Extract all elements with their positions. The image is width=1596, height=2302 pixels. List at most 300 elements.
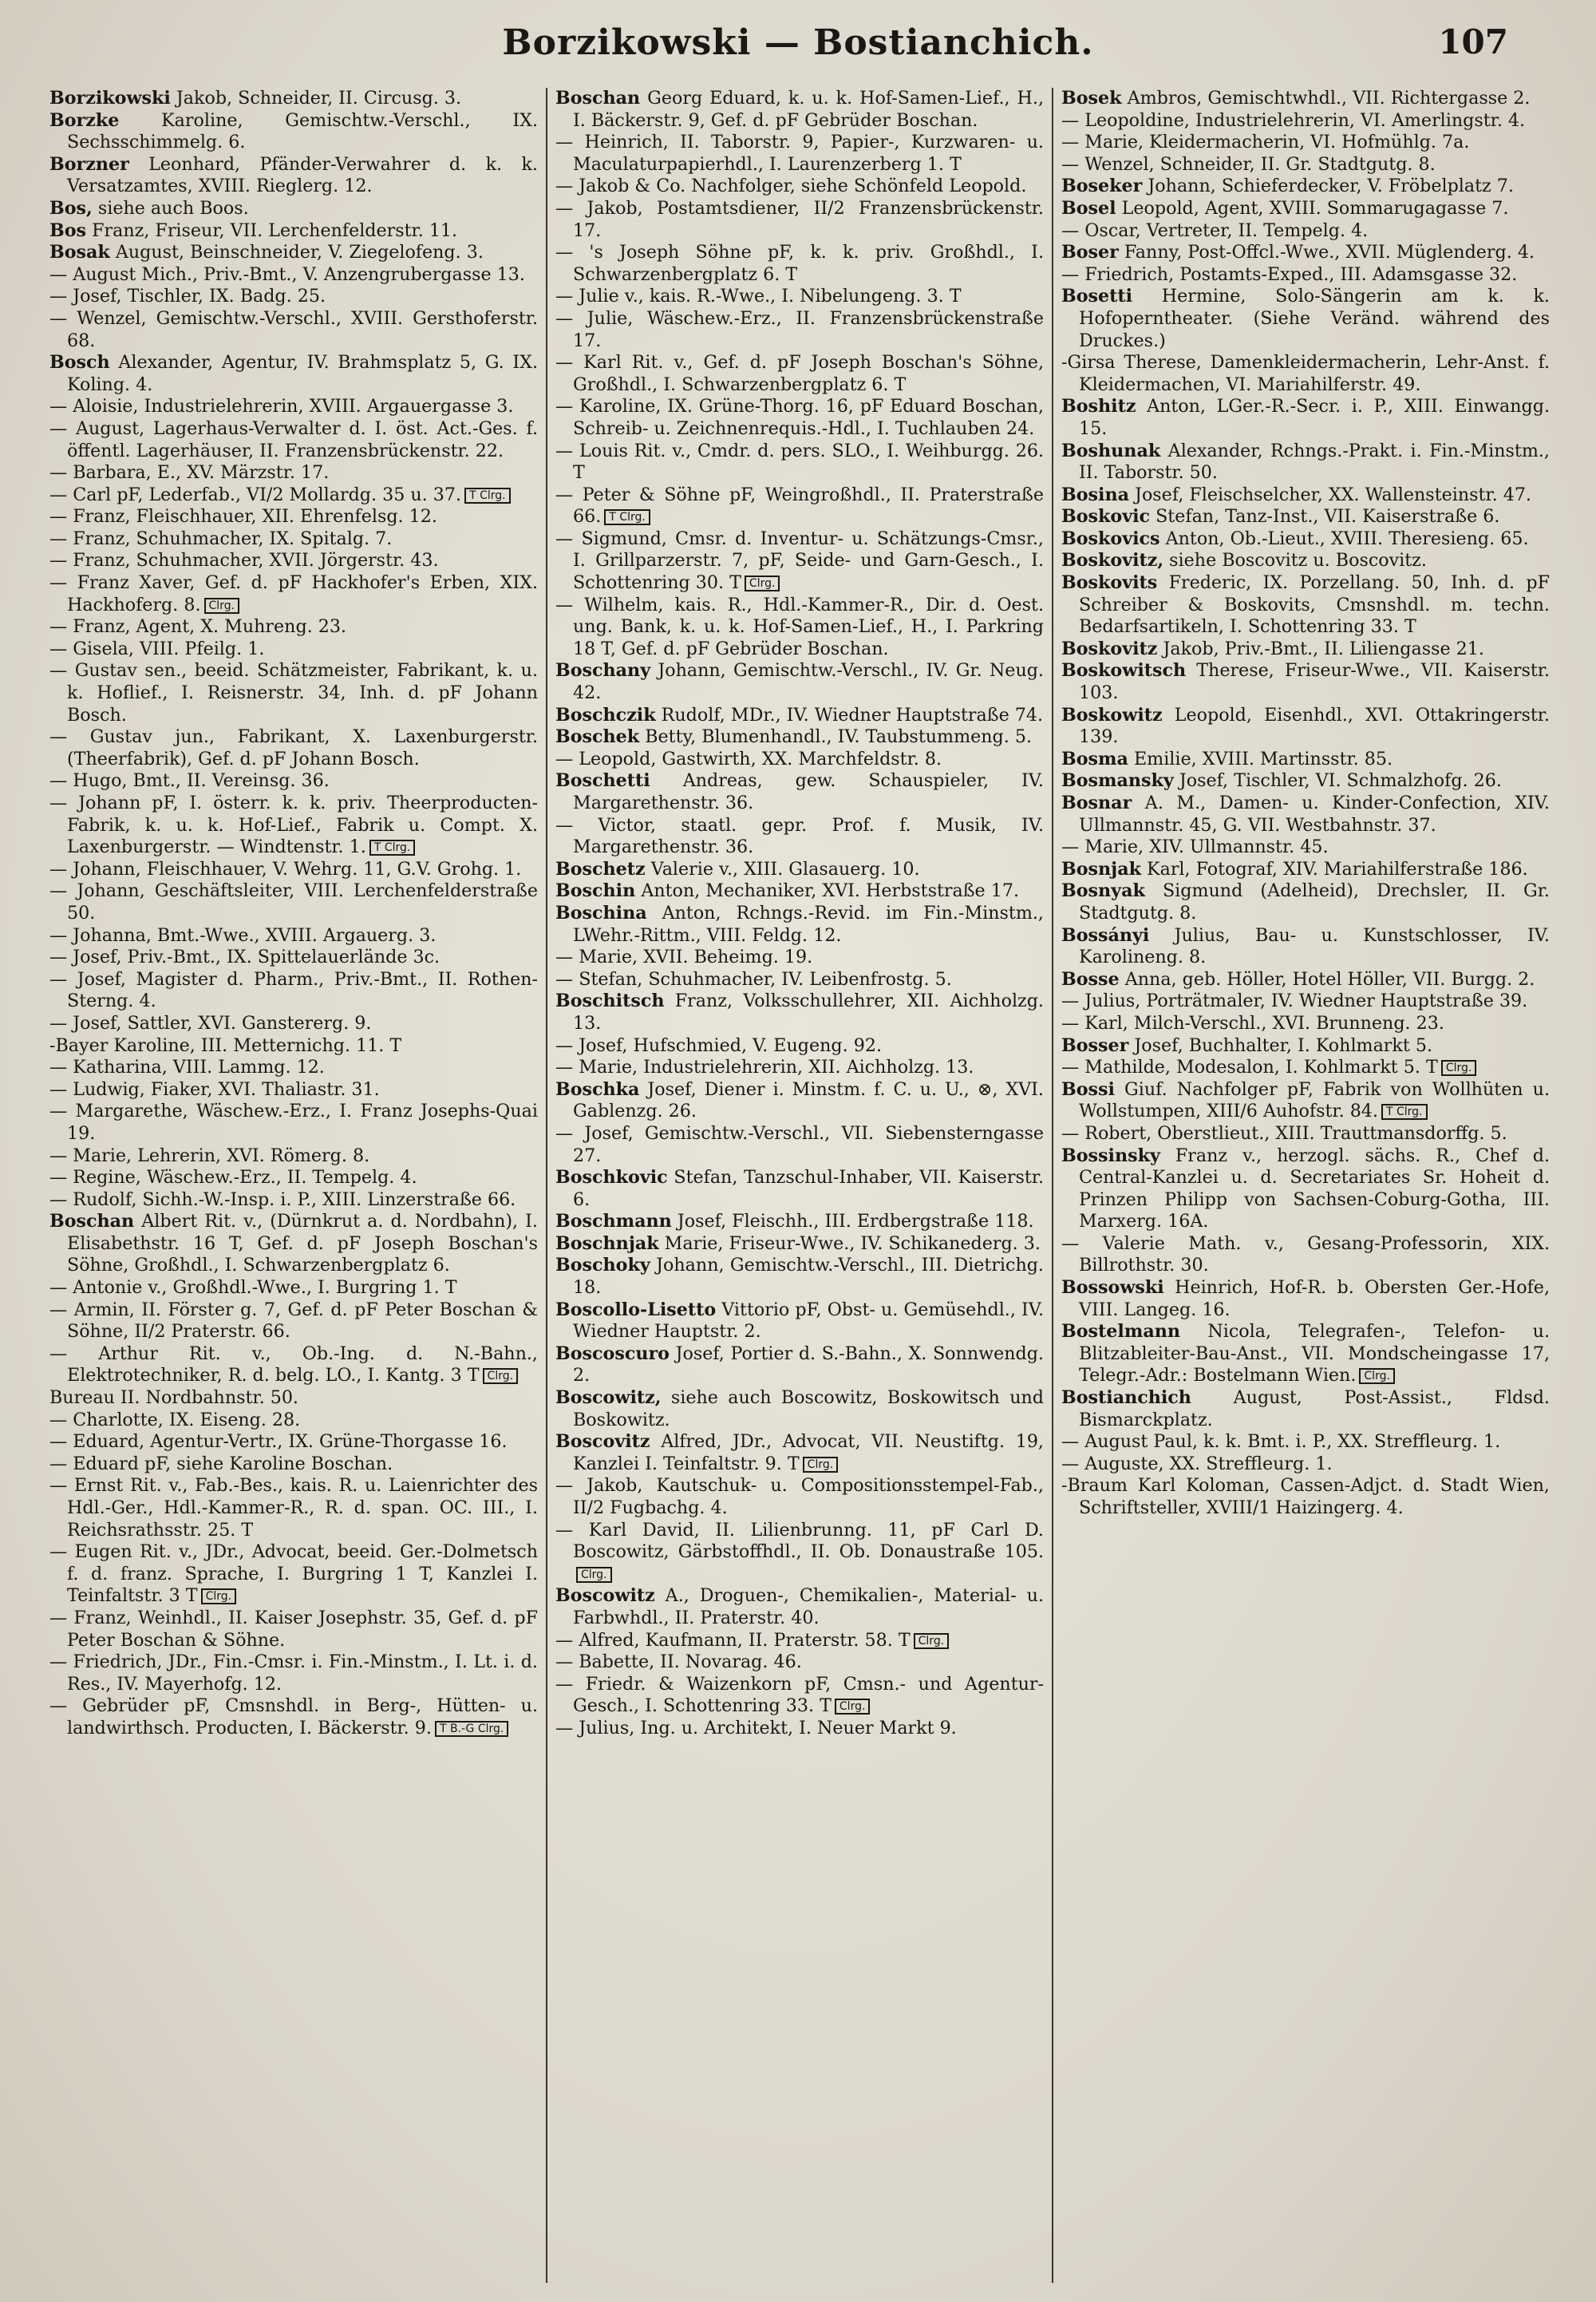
directory-entry <box>555 1475 1044 1519</box>
entry-text: Leopold, Agent, XVIII. Sommarugagasse 7. <box>1121 197 1509 219</box>
directory-entry <box>49 242 538 264</box>
entry-text: — Margarethe, Wäschew.-Erz., I. Franz Josephs-Quai 19. <box>49 1101 538 1144</box>
entry-text: — Gisela, VIII. Pfeilg. 1. <box>49 638 265 659</box>
entry-text: — Marie, Industrielehrerin, XII. Aichholzg. 13. <box>555 1057 974 1078</box>
entry-text: — Franz Xaver, Gef. d. pF Hackhofer's Erben, XIX. Hackhoferg. 8. <box>49 572 538 615</box>
directory-entry <box>49 462 538 485</box>
entry-text: — Gustav sen., beeid. Schätzmeister, Fabrikant, k. u. k. Hoflief., I. Reisnerstr. 34, Inh. d. pF Johann Bosch. <box>49 660 538 726</box>
entry-surname: Bos, <box>49 197 93 219</box>
entry-text: Johann, Gemischtw.-Verschl., IV. Gr. Neug. 42. <box>573 660 1044 704</box>
directory-entry <box>1061 176 1550 198</box>
entry-text: — Marie, XVII. Beheimg. 19. <box>555 947 813 968</box>
entry-text: — Heinrich, II. Taborstr. 9, Papier-, Kurzwaren- u. Maculaturpapierhdl., I. Laurenzerberg 1. T <box>555 132 1044 175</box>
entry-text: — Johann, Fleischhauer, V. Wehrg. 11, G.V. Grohg. 1. <box>49 858 522 880</box>
directory-entry <box>49 1410 538 1432</box>
entry-surname: Boskovic <box>1061 506 1151 528</box>
entry-text: — Armin, II. Förster g. 7, Gef. d. pF Peter Boschan & Söhne, II/2 Praterstr. 66. <box>49 1299 538 1343</box>
directory-entry <box>555 815 1044 859</box>
entry-text: Rudolf, MDr., IV. Wiedner Hauptstraße 74. <box>661 704 1044 726</box>
directory-entry <box>49 1651 538 1695</box>
directory-entry <box>49 1145 538 1168</box>
directory-entry <box>1061 1013 1550 1035</box>
entry-text: — Babette, II. Novarag. 46. <box>555 1651 802 1673</box>
directory-entry <box>555 859 1044 881</box>
directory-entry <box>555 660 1044 704</box>
directory-entry <box>1061 485 1550 507</box>
entry-surname: Boschitsch <box>555 991 665 1012</box>
entry-surname: Boser <box>1061 242 1119 263</box>
entry-text: — Julie, Wäschew.-Erz., II. Franzensbrückenstraße 17. <box>555 307 1044 351</box>
entry-text: Leonhard, Pfänder-Verwahrer d. k. k. Versatzamtes, XVIII. Rieglerg. 12. <box>67 153 538 197</box>
entry-text: — Stefan, Schuhmacher, IV. Leibenfrostg. 5. <box>555 968 952 990</box>
entry-text: — Josef, Priv.-Bmt., IX. Spittelauerlände 3c. <box>49 947 440 968</box>
entry-surname: Bosel <box>1061 197 1116 219</box>
entry-text: — Jakob, Postamtsdiener, II/2 Franzensbrückenstr. 17. <box>555 197 1044 241</box>
page-number: 107 <box>1438 22 1508 61</box>
directory-entry <box>49 639 538 661</box>
entry-surname: Boskowitsch <box>1061 660 1187 682</box>
directory-entry <box>555 1167 1044 1211</box>
entry-text: -Braum Karl Koloman, Cassen-Adjct. d. Stadt Wien, Schriftsteller, XVIII/1 Haizingerg. 4. <box>1061 1475 1550 1518</box>
entry-surname: Boschetti <box>555 770 650 792</box>
directory-entry <box>49 352 538 396</box>
directory-entry <box>49 1057 538 1079</box>
page-title: Borzikowski — Bostianchich. <box>502 22 1094 63</box>
directory-entry <box>49 880 538 924</box>
entry-surname: Bosse <box>1061 968 1120 990</box>
entry-text: Stefan, Tanzschul-Inhaber, VII. Kaiserstr. 6. <box>573 1167 1044 1210</box>
directory-entry <box>555 1123 1044 1167</box>
entry-text: Sigmund (Adelheid), Drechsler, II. Gr. Stadtgutg. 8. <box>1079 880 1550 924</box>
entry-text: Franz, Friseur, VII. Lerchenfelderstr. 11. <box>92 220 458 241</box>
column-left <box>41 88 546 2283</box>
directory-entry <box>49 506 538 528</box>
entry-text: Jakob, Priv.-Bmt., II. Liliengasse 21. <box>1163 638 1484 659</box>
entry-text: — August Mich., Priv.-Bmt., V. Anzengrubergasse 13. <box>49 263 525 285</box>
directory-entry <box>1061 793 1550 837</box>
directory-entry <box>555 947 1044 969</box>
clearing-tag: Clrg. <box>1441 1060 1477 1076</box>
entry-text: — Julius, Porträtmaler, IV. Wiedner Hauptstraße 39. <box>1061 991 1528 1012</box>
entry-text: — Ludwig, Fiaker, XVI. Thaliastr. 31. <box>49 1078 380 1100</box>
entry-text: Franz, Volksschullehrer, XII. Aichholzg. 13. <box>573 991 1044 1034</box>
directory-entry <box>555 528 1044 595</box>
entry-surname: Bossi <box>1061 1078 1115 1100</box>
entry-surname: Boschan <box>49 1211 135 1232</box>
entry-surname: Borzke <box>49 109 120 131</box>
entry-surname: Boshunak <box>1061 440 1161 461</box>
entry-text: — Franz, Weinhdl., II. Kaiser Josephstr. 35, Gef. d. pF Peter Boschan & Söhne. <box>49 1607 538 1651</box>
directory-entry <box>555 352 1044 396</box>
entry-surname: Boscollo-Lisetto <box>555 1299 717 1320</box>
entry-text: — Alfred, Kaufmann, II. Praterstr. 58. T <box>555 1629 911 1651</box>
entry-text: — Regine, Wäschew.-Erz., II. Tempelg. 4. <box>49 1167 417 1189</box>
directory-entry <box>555 1299 1044 1343</box>
entry-text: — Friedr. & Waizenkorn pF, Cmsn.- und Agentur-Gesch., I. Schottenring 33. T <box>555 1673 1044 1717</box>
clearing-tag: Clrg. <box>576 1567 612 1583</box>
directory-entry <box>555 1211 1044 1233</box>
entry-text: — Auguste, XX. Streffleurg. 1. <box>1061 1453 1333 1474</box>
entry-text: Leopold, Eisenhdl., XVI. Ottakringerstr. 139. <box>1079 704 1550 748</box>
directory-entry <box>1061 991 1550 1013</box>
entry-surname: Bostelmann <box>1061 1321 1180 1343</box>
entry-surname: Boschczik <box>555 704 656 726</box>
directory-entry <box>49 1299 538 1343</box>
directory-entry <box>49 1277 538 1299</box>
directory-entry <box>555 1630 1044 1652</box>
directory-entry <box>1061 1454 1550 1476</box>
directory-entry <box>1061 1431 1550 1454</box>
directory-entry <box>555 485 1044 528</box>
entry-text: — Wenzel, Gemischtw.-Verschl., XVIII. Gersthoferstr. 68. <box>49 307 538 351</box>
directory-entry <box>49 1211 538 1277</box>
directory-entry <box>1061 154 1550 176</box>
entry-text: Albert Rit. v., (Dürnkrut a. d. Nordbahn), I. Elisabethstr. 16 T, Gef. d. pF Joseph Boschan's Söhne, Großhdl., I. Schwarzenbergplatz 6. <box>67 1211 538 1276</box>
directory-entry <box>49 616 538 639</box>
directory-entry <box>555 991 1044 1034</box>
directory-entry <box>49 1189 538 1212</box>
entry-text: — Peter & Söhne pF, Weingroßhdl., II. Praterstraße 66. <box>555 484 1044 528</box>
entry-surname: Boschek <box>555 726 640 748</box>
entry-surname: Boschina <box>555 902 647 924</box>
entry-surname: Bosnjak <box>1061 858 1141 880</box>
entry-text: A. M., Damen- u. Kinder-Confection, XIV. Ullmannstr. 45, G. VII. Westbahnstr. 37. <box>1079 793 1550 836</box>
entry-text: — Karl David, II. Lilienbrunng. 11, pF Carl D. Boscowitz, Gärbstoffhdl., II. Ob. Donaustraße 105. <box>555 1519 1044 1563</box>
directory-entry <box>555 595 1044 661</box>
directory-entry <box>555 1651 1044 1674</box>
directory-entry <box>1061 264 1550 287</box>
directory-entry <box>555 132 1044 176</box>
entry-surname: Bossányi <box>1061 924 1150 946</box>
entry-surname: Boschkovic <box>555 1167 668 1189</box>
directory-entry <box>555 1057 1044 1079</box>
entry-text: — Friedrich, JDr., Fin.-Cmsr. i. Fin.-Minstm., I. Lt. i. d. Res., IV. Mayerhofg. 12. <box>49 1651 538 1695</box>
entry-text: — Johann pF, I. österr. k. k. priv. Theerproducten-Fabrik, k. u. k. Hof-Lief., Fabrik u. Compt. X. Laxenburgerstr. — Windtenstr. 1. <box>49 793 538 858</box>
entry-surname: Boschoky <box>555 1255 650 1276</box>
entry-surname: Bosina <box>1061 484 1129 505</box>
page-header <box>0 16 1596 72</box>
directory-entry <box>1061 660 1550 704</box>
entry-text: — Gebrüder pF, Cmsnshdl. in Berg-, Hütten- u. landwirthsch. Producten, I. Bäckerstr. 9. <box>49 1695 538 1738</box>
entry-text: — Arthur Rit. v., Ob.-Ing. d. N.-Bahn., Elektrotechniker, R. d. belg. LO., I. Kantg. 3 T <box>49 1343 538 1386</box>
entry-text: Stefan, Tanz-Inst., VII. Kaiserstraße 6. <box>1156 506 1500 528</box>
directory-entry <box>555 1520 1044 1586</box>
entry-text: — Eduard, Agentur-Vertr., IX. Grüne-Thorgasse 16. <box>49 1431 508 1453</box>
clearing-tag: Clrg. <box>201 1588 237 1604</box>
entry-text: Johann, Gemischtw.-Verschl., III. Dietrichg. 18. <box>573 1255 1044 1299</box>
entry-text: — Franz, Agent, X. Muhreng. 23. <box>49 616 347 638</box>
directory-entry <box>1061 859 1550 881</box>
entry-text: siehe auch Boscowitz, Boskowitsch und Boskowitz. <box>573 1387 1044 1430</box>
directory-entry <box>1061 396 1550 440</box>
directory-entry <box>49 1431 538 1454</box>
directory-entry <box>555 198 1044 242</box>
directory-entry <box>1061 1035 1550 1058</box>
directory-entry <box>49 1079 538 1102</box>
entry-surname: Boshitz <box>1061 396 1136 417</box>
entry-text: — Josef, Sattler, XVI. Ganstererg. 9. <box>49 1012 372 1034</box>
directory-entry <box>1061 1057 1550 1079</box>
entry-text: Nicola, Telegrafen-, Telefon- u. Blitzableiter-Bau-Anst., VII. Mondscheingasse 17, Telegr.-Adr.: Bostelmann Wien. <box>1079 1321 1550 1386</box>
directory-entry <box>49 396 538 418</box>
entry-surname: Boscowitz, <box>555 1387 662 1409</box>
entry-text: — Carl pF, Lederfab., VI/2 Mollardg. 35 u. 37. <box>49 484 462 505</box>
directory-entry <box>49 1454 538 1476</box>
entry-surname: Boskovics <box>1061 528 1160 549</box>
entry-surname: Borzner <box>49 153 129 175</box>
entry-surname: Boscowitz <box>555 1585 655 1607</box>
entry-surname: Bosser <box>1061 1034 1129 1056</box>
clearing-tag: T Clrg. <box>1381 1104 1428 1120</box>
directory-entry <box>1061 1321 1550 1387</box>
directory-entry <box>49 1343 538 1387</box>
entry-surname: Boschany <box>555 660 651 682</box>
entry-surname: Bosek <box>1061 88 1122 109</box>
directory-entry <box>1061 506 1550 528</box>
clearing-tag: Clrg. <box>483 1368 519 1384</box>
entry-text: Josef, Diener i. Minstm. f. C. u. U., ⊗, XVI. Gablenzg. 26. <box>573 1078 1044 1122</box>
entry-text: Betty, Blumenhandl., IV. Taubstummeng. 5. <box>645 726 1033 748</box>
directory-entry <box>1061 969 1550 991</box>
entry-surname: Bosch <box>49 352 110 374</box>
entry-text: — August, Lagerhaus-Verwalter d. I. öst. Act.-Ges. f. öffentl. Lagerhäuser, II. Franzensbrückenstr. 22. <box>49 417 538 461</box>
directory-entry <box>1061 1123 1550 1145</box>
directory-entry <box>49 925 538 947</box>
entry-text: — Jakob, Kautschuk- u. Compositionsstempel-Fab., II/2 Fugbachg. 4. <box>555 1475 1044 1518</box>
entry-text: — Karl Rit. v., Gef. d. pF Joseph Boschan's Söhne, Großhdl., I. Schwarzenbergplatz 6. T <box>555 352 1044 395</box>
directory-entry <box>1061 286 1550 352</box>
entry-surname: Bosnar <box>1061 793 1132 813</box>
entry-text: — Wilhelm, kais. R., Hdl.-Kammer-R., Dir. d. Oest. ung. Bank, k. u. k. Hof-Samen-Lief., H., I. Parkring 18 T, Gef. d. pF Gebrüder Boschan. <box>555 594 1044 659</box>
entry-text: — Rudolf, Sichh.-W.-Insp. i. P., XIII. Linzerstraße 66. <box>49 1189 516 1210</box>
directory-entry <box>555 1255 1044 1299</box>
directory-entry <box>49 308 538 352</box>
entry-surname: Boskovitz, <box>1061 550 1164 572</box>
entry-surname: Bosetti <box>1061 286 1133 307</box>
clearing-tag: Clrg. <box>914 1633 950 1649</box>
entry-text: siehe Boscovitz u. Boscovitz. <box>1169 550 1427 572</box>
directory-entry <box>1061 550 1550 572</box>
entry-surname: Bosak <box>49 242 110 263</box>
directory-entry <box>555 396 1044 440</box>
entry-text: — Franz, Schuhmacher, IX. Spitalg. 7. <box>49 528 393 549</box>
directory-entry <box>1061 528 1550 551</box>
column-right <box>1052 88 1558 2283</box>
entry-text: — Leopold, Gastwirth, XX. Marchfeldstr. 8. <box>555 748 942 769</box>
entry-surname: Borzikowski <box>49 88 171 109</box>
directory-entry <box>49 793 538 859</box>
directory-entry <box>1061 220 1550 243</box>
entry-text: Anton, Rchngs.-Revid. im Fin.-Minstm., LWehr.-Rittm., VIII. Feldg. 12. <box>573 902 1044 946</box>
entry-text: — Josef, Magister d. Pharm., Priv.-Bmt., II. Rothen-Sterng. 4. <box>49 968 538 1012</box>
entry-text: — Marie, Kleidermacherin, VI. Hofmühlg. 7a. <box>1061 132 1470 153</box>
clearing-tag: T Clrg. <box>604 509 650 525</box>
entry-text: Hermine, Solo-Sängerin am k. k. Hofoperntheater. (Siehe Veränd. während des Druckes.) <box>1079 286 1550 351</box>
entry-text: — Valerie Math. v., Gesang-Professorin, XIX. Billrothstr. 30. <box>1061 1232 1550 1276</box>
entry-text: August, Post-Assist., Fldsd. Bismarckplatz. <box>1079 1387 1550 1430</box>
directory-entry <box>555 749 1044 771</box>
directory-entry <box>49 1541 538 1608</box>
directory-entry <box>49 1167 538 1189</box>
entry-text: Alfred, JDr., Advocat, VII. Neustiftg. 19, Kanzlei I. Teinfaltstr. 9. T <box>573 1431 1044 1474</box>
clearing-tag: T B.-G Clrg. <box>435 1721 508 1737</box>
entry-text: — Josef, Hufschmied, V. Eugeng. 92. <box>555 1034 883 1056</box>
entry-text: -Bayer Karoline, III. Metternichg. 11. T <box>49 1034 402 1056</box>
directory-entry <box>1061 352 1550 396</box>
directory-entry <box>49 88 538 110</box>
entry-surname: Boschka <box>555 1078 640 1100</box>
directory-entry <box>49 528 538 551</box>
entry-text: Georg Eduard, k. u. k. Hof-Samen-Lief., H., I. Bäckerstr. 9, Gef. d. pF Gebrüder Boschan. <box>573 88 1045 131</box>
entry-text: — Johanna, Bmt.-Wwe., XVIII. Argauerg. 3. <box>49 924 437 946</box>
directory-entry <box>1061 1277 1550 1321</box>
entry-text: Therese, Friseur-Wwe., VII. Kaiserstr. 103. <box>1079 660 1550 704</box>
directory-entry <box>49 770 538 793</box>
clearing-tag: Clrg. <box>1359 1368 1395 1384</box>
directory-entry <box>49 1035 538 1058</box>
entry-text: — Franz, Schuhmacher, XVII. Jörgerstr. 43. <box>49 550 439 572</box>
directory-entry <box>1061 770 1550 793</box>
directory-entry <box>555 726 1044 749</box>
entry-surname: Boscovitz <box>555 1431 650 1453</box>
entry-surname: Bosmansky <box>1061 770 1174 792</box>
directory-entry <box>555 308 1044 352</box>
entry-text: Anna, geb. Höller, Hotel Höller, VII. Burgg. 2. <box>1124 968 1535 990</box>
entry-surname: Bos <box>49 220 87 241</box>
entry-text: — Antonie v., Großhdl.-Wwe., I. Burgring 1. T <box>49 1277 457 1299</box>
entry-surname: Boskowitz <box>1061 704 1163 726</box>
directory-entry <box>49 110 538 154</box>
directory-entry <box>555 705 1044 727</box>
directory-entry <box>49 485 538 507</box>
directory-entry <box>1061 242 1550 264</box>
directory-entry <box>49 1387 538 1410</box>
entry-text: — Marie, Lehrerin, XVI. Römerg. 8. <box>49 1145 370 1166</box>
entry-text: — 's Joseph Söhne pF, k. k. priv. Großhdl., I. Schwarzenbergplatz 6. T <box>555 242 1044 285</box>
directory-entry <box>49 969 538 1013</box>
directory-entry <box>49 418 538 462</box>
clearing-tag: Clrg. <box>745 576 780 591</box>
directory-entry <box>1061 572 1550 639</box>
entry-text: — Julius, Ing. u. Architekt, I. Neuer Markt 9. <box>555 1717 957 1738</box>
entry-columns <box>41 88 1558 2283</box>
entry-text: Alexander, Agentur, IV. Brahmsplatz 5, G. IX. Koling. 4. <box>67 352 538 395</box>
entry-text: Josef, Fleischselcher, XX. Wallensteinstr. 47. <box>1135 484 1531 505</box>
directory-entry <box>1061 110 1550 133</box>
directory-entry <box>1061 88 1550 110</box>
entry-text: — Johann, Geschäftsleiter, VIII. Lerchenfelderstraße 50. <box>49 880 538 924</box>
directory-entry <box>49 947 538 969</box>
directory-entry <box>49 220 538 243</box>
entry-surname: Boscoscuro <box>555 1343 670 1364</box>
entry-text: — Leopoldine, Industrielehrerin, VI. Amerlingstr. 4. <box>1061 109 1526 131</box>
entry-surname: Bossinsky <box>1061 1145 1160 1166</box>
directory-entry <box>49 154 538 198</box>
entry-text: Anton, LGer.-R.-Secr. i. P., XIII. Einwangg. 15. <box>1079 396 1550 439</box>
directory-entry <box>555 1585 1044 1629</box>
entry-text: — Charlotte, IX. Eiseng. 28. <box>49 1409 301 1430</box>
directory-entry <box>1061 880 1550 924</box>
entry-surname: Boschnjak <box>555 1232 659 1254</box>
entry-text: Vittorio pF, Obst- u. Gemüsehdl., IV. Wiedner Hauptstr. 2. <box>573 1299 1044 1343</box>
entry-text: Franz v., herzogl. sächs. R., Chef d. Central-Kanzlei u. d. Secretariates Sr. Hoheit d. Prinzen Philipp von Sachsen-Coburg-Gotha, III. Marxerg. 16A. <box>1079 1145 1550 1232</box>
entry-text: — Karl, Milch-Verschl., XVI. Brunneng. 23. <box>1061 1012 1444 1034</box>
directory-entry <box>49 1695 538 1739</box>
entry-text: Anton, Mechaniker, XVI. Herbststraße 17. <box>641 880 1020 902</box>
entry-text: siehe auch Boos. <box>97 197 249 219</box>
entry-text: — Mathilde, Modesalon, I. Kohlmarkt 5. T <box>1061 1057 1438 1078</box>
entry-text: Josef, Buchhalter, I. Kohlmarkt 5. <box>1134 1034 1432 1056</box>
directory-entry <box>49 1475 538 1541</box>
entry-surname: Boschin <box>555 880 636 902</box>
entry-text: Marie, Friseur-Wwe., IV. Schikanederg. 3. <box>664 1232 1041 1254</box>
entry-text: Johann, Schieferdecker, V. Fröbelplatz 7. <box>1148 176 1514 197</box>
directory-entry <box>555 242 1044 286</box>
directory-entry <box>1061 1079 1550 1123</box>
directory-entry <box>555 88 1044 132</box>
directory-entry <box>1061 1233 1550 1277</box>
directory-entry <box>1061 1387 1550 1431</box>
directory-entry <box>1061 705 1550 749</box>
entry-text: — Eduard pF, siehe Karoline Boschan. <box>49 1453 393 1474</box>
directory-entry <box>49 286 538 308</box>
entry-surname: Boskovits <box>1061 572 1158 594</box>
entry-surname: Boschan <box>555 88 641 109</box>
entry-text: — Hugo, Bmt., II. Vereinsg. 36. <box>49 770 330 792</box>
directory-entry <box>49 550 538 572</box>
entry-text: Heinrich, Hof-R. b. Obersten Ger.-Hofe, VIII. Langeg. 16. <box>1079 1277 1550 1320</box>
directory-entry <box>1061 837 1550 859</box>
directory-entry <box>555 770 1044 814</box>
entry-text: — Robert, Oberstlieut., XIII. Trauttmansdorffg. 5. <box>1061 1122 1507 1144</box>
entry-text: Fanny, Post-Offcl.-Wwe., XVII. Müglenderg. 4. <box>1124 242 1535 263</box>
entry-text: Josef, Fleischh., III. Erdbergstraße 118. <box>677 1211 1034 1232</box>
entry-surname: Boschmann <box>555 1211 672 1232</box>
entry-surname: Boseker <box>1061 176 1143 197</box>
directory-entry <box>1061 639 1550 661</box>
directory-entry <box>49 264 538 287</box>
directory-entry <box>1061 1475 1550 1519</box>
directory-entry <box>555 1674 1044 1718</box>
directory-entry <box>1061 749 1550 771</box>
entry-text: — Josef, Gemischtw.-Verschl., VII. Siebensterngasse 27. <box>555 1122 1044 1166</box>
entry-text: Emilie, XVIII. Martinsstr. 85. <box>1133 748 1393 769</box>
entry-text: — Oscar, Vertreter, II. Tempelg. 4. <box>1061 220 1369 241</box>
clearing-tag: T Clrg. <box>464 488 511 504</box>
directory-entry <box>49 726 538 770</box>
directory-entry <box>555 1035 1044 1058</box>
entry-text: August, Beinschneider, V. Ziegelofeng. 3. <box>115 242 484 263</box>
entry-text: — Karoline, IX. Grüne-Thorg. 16, pF Eduard Boschan, Schreib- u. Zeichnenrequis.-Hdl., I. Tuchlauben 24. <box>555 396 1044 439</box>
clearing-tag: Clrg. <box>803 1457 839 1473</box>
entry-text: — Marie, XIV. Ullmannstr. 45. <box>1061 837 1329 858</box>
entry-text: — Victor, staatl. gepr. Prof. f. Musik, IV. Margarethenstr. 36. <box>555 814 1044 858</box>
directory-entry <box>1061 198 1550 220</box>
entry-text: — Eugen Rit. v., JDr., Advocat, beeid. Ger.-Dolmetsch f. d. franz. Sprache, I. Burgring 1 T, Kanzlei I. Teinfaltstr. 3 T <box>49 1541 538 1607</box>
directory-entry <box>49 1101 538 1145</box>
directory-entry <box>49 1013 538 1035</box>
entry-text: -Girsa Therese, Damenkleidermacherin, Lehr-Anst. f. Kleidermachen, VI. Mariahilferstr. 49. <box>1061 352 1550 395</box>
entry-surname: Boschetz <box>555 858 646 880</box>
entry-text: Karl, Fotograf, XIV. Mariahilferstraße 186. <box>1147 858 1528 880</box>
directory-entry <box>555 286 1044 308</box>
entry-text: — Aloisie, Industrielehrerin, XVIII. Argauergasse 3. <box>49 396 514 417</box>
directory-entry <box>1061 441 1550 485</box>
entry-text: — Franz, Fleischhauer, XII. Ehrenfelsg. 12. <box>49 506 437 528</box>
entry-surname: Bosma <box>1061 748 1128 769</box>
entry-text: A., Droguen-, Chemikalien-, Material- u. Farbwhdl., II. Praterstr. 40. <box>573 1585 1044 1628</box>
entry-text: Julius, Bau- u. Kunstschlosser, IV. Karolineng. 8. <box>1079 924 1550 968</box>
